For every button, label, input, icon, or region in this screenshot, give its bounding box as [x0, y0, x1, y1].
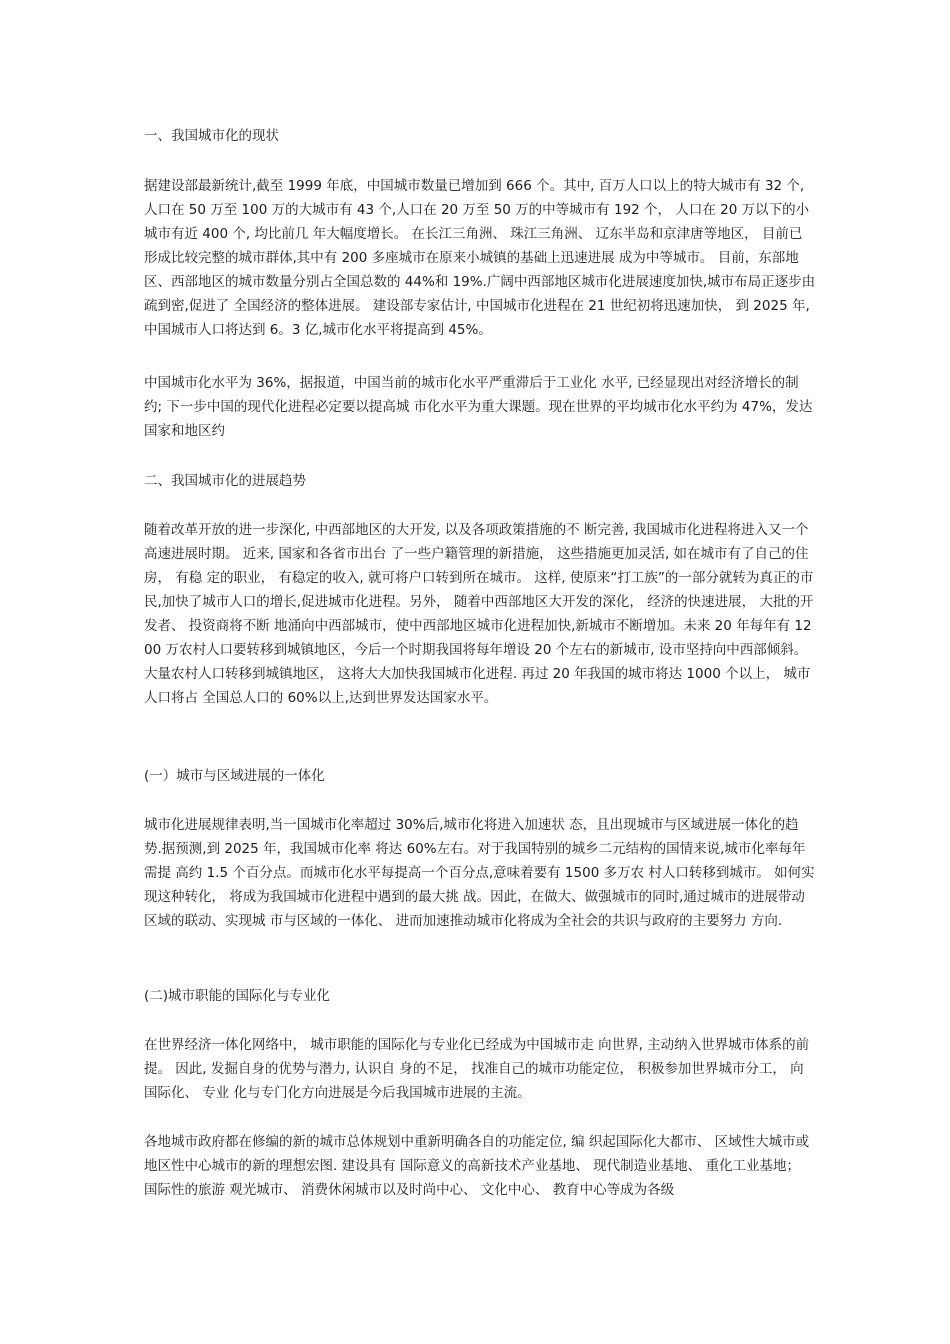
paragraph-2: 中国城市化水平为 36%，据报道，中国当前的城市化水平严重滞后于工业化 水平, 已经显现出对经济增长的制约; 下一步中国的现代化进程必定要以提高城 市化水平为重大课题。现在世界的平均城市化水平约为 47%，发达国家和地区约: [144, 375, 813, 439]
paragraph-1: 据建设部最新统计,截至 1999 年底，中国城市数量已增加到 666 个。其中, 百万人口以上的特大城市有 32 个,人口在 50 万至 100 万的大城市有 43 个,人口在 20 万至 50 万的中等城市有 192 个， 人口在 20 万以下的小城市有近 400 个, 均比前几 年大幅度增长。 在长江三角洲、 珠江三角洲、 辽东半岛和京津唐等地区， 目前已 形成比较完整的城市群体,其中有 200 多座城市在原来小城镇的基础上迅速进展 成为中等城市。 目前，东部地区、西部地区的城市数量分别占全国总数的 44%和 19%.广阔中西部地区城市化进展速度加快,城市布局正逐步由疏到密,促进了 全国经济的整体进展。 建设部专家估计, 中国城市化进程在 21 世纪初将迅速加快， 到 2025 年,中国城市人口将达到 6。3 亿,城市化水平将提高到 45%。: [144, 178, 816, 338]
paragraph-3: 随着改革开放的进一步深化, 中西部地区的大开发, 以及各项政策措施的不 断完善, 我国城市化进程将进入又一个高速进展时期。 近来, 国家和各省市出台 了一些户籍管理的新措施， 这些措施更加灵活, 如在城市有了自己的住房， 有稳 定的职业， 有稳定的收入, 就可将户口转到所在城市。 这样, 使原来“打工族”的一部分就转为真正的市民,加快了城市人口的增长,促进城市化进程。另外， 随着中西部地区大开发的深化， 经济的快速进展， 大批的开发者、 投资商将不断 地涌向中西部城市，使中西部地区城市化进程加快,新城市不断增加。未来 20 年每年有 1200 万农村人口要转移到城镇地区，今后一个时期我国将每年增设 20 个左右的新城市, 设市坚持向中西部倾斜。 大量农村人口转移到城镇地区， 这将大大加快我国城市化进程. 再过 20 年我国的城市将达 1000 个以上， 城市人口将占 全国总人口的 60%以上,达到世界发达国家水平。: [144, 522, 814, 706]
section-heading-2: 二、我国城市化的进展趋势: [144, 473, 306, 489]
paragraph-5: 在世界经济一体化网络中， 城市职能的国际化与专业化已经成为中国城市走 向世界, 主动纳入世界城市体系的前提。 因此, 发掘自身的优势与潜力, 认识自 身的不足， 找准自己的城市功能定位， 积极参加世界城市分工， 向国际化、 专业 化与专门化方向进展是今后我国城市进展的主流。: [144, 1037, 810, 1101]
paragraph-4: 城市化进展规律表明,当一国城市化率超过 30%后,城市化将进入加速状 态，且出现城市与区域进展一体化的趋势.据预测,到 2025 年，我国城市化率 将达 60%左右。对于我国特别的城乡二元结构的国情来说,城市化率每年需提 高约 1.5 个百分点。而城市化水平每提高一个百分点,意味着要有 1500 多万农 村人口转移到城市。 如何实现这种转化， 将成为我国城市化进程中遇到的最大挑 战。因此，在做大、做强城市的同时,通过城市的进展带动区域的联动、实现城 市与区域的一体化、 进而加速推动城市化将成为全社会的共识与政府的主要努力 方向.: [144, 817, 815, 929]
section-heading-1: 一、我国城市化的现状: [144, 128, 279, 144]
section-heading-3: (一）城市与区域进展的一体化: [144, 768, 325, 784]
section-heading-4: (二)城市职能的国际化与专业化: [144, 988, 331, 1004]
paragraph-6: 各地城市政府都在修编的新的城市总体规划中重新明确各自的功能定位, 编 织起国际化大都市、 区域性大城市或地区性中心城市的新的理想宏图. 建设具有 国际意义的高新技术产业基地、 现代制造业基地、 重化工业基地； 国际性的旅游 观光城市、 消费休闲城市以及时尚中心、 文化中心、 教育中心等成为各级: [144, 1134, 810, 1198]
